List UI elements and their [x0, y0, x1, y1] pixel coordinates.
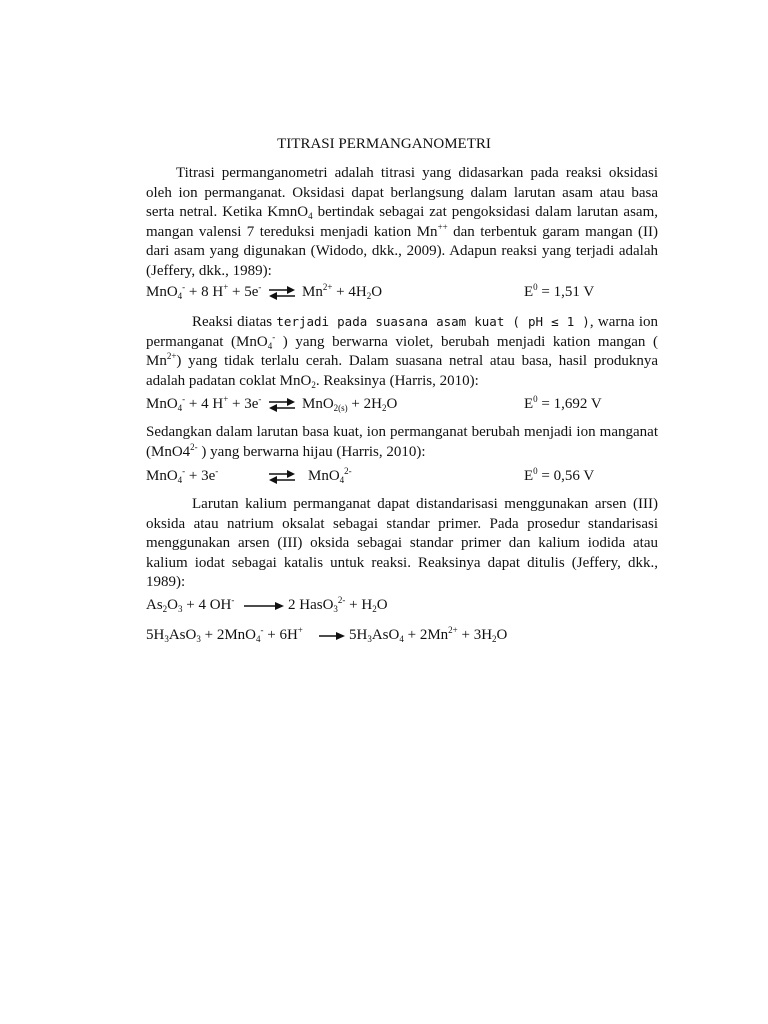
reaction-equation-2	[146, 396, 666, 416]
paragraph-text: dan terbentuk garam mangan (II) dari asam yang digunakan (Widodo, dkk., 2009). Adapun reaksi yang terjadi adalah (Jeffery, dkk., 1989):	[146, 223, 659, 279]
reaction-products: 2 HasO$_3^{2-}$ + $H_2O$	[288, 595, 388, 614]
reaction-equation-4	[146, 597, 666, 617]
paragraph-text: bertindak sebagai zat pengoksidasi dalam larutan asam, mangan valensi 7 tereduksi menjadi kation Mn	[146, 204, 658, 240]
standard-potential: $E^0 = 1,692$ V	[524, 394, 602, 412]
paragraph-text: Titrasi permanganometri adalah titrasi yang didasarkan pada reaksi oksidasi oleh ion permanganat. Oksidasi dapat berlangsung dalam larutan asam atau basa serta netral. Ketika KmnO	[146, 165, 658, 220]
reaction-reactants: MnO$_4$- + 8 H+ + 5e-	[146, 282, 262, 301]
reaction-products: MnO$_4^{2-}$	[308, 466, 352, 485]
reaction-equation-1	[146, 284, 666, 304]
paragraph-standardization: Larutan kalium permanganat dapat distandarisasi menggunakan arsen (III) oksida atau natrium oksalat sebagai standar primer. Pada prosedur standarisasi menggunakan arsen (III) oksida sebagai standar primer dan kalium iodida atau kalium iodat sebagai katalis untuk reaksi. Reaksinya dapat ditulis (Jeffery, dkk., 1989):	[146, 496, 658, 590]
reaction-reactants: MnO$_4$- + 4 H+ + 3e-	[146, 394, 262, 413]
standard-potential: $E^0 = 0,56$ V	[524, 466, 595, 484]
reaction-reactants: $As_2O_3 + 4$ OH-	[146, 595, 235, 614]
equilibrium-arrow-icon	[268, 286, 296, 300]
paragraph-intro: Titrasi permanganometri adalah titrasi yang didasarkan pada reaksi oksidasi oleh ion permanganat. Oksidasi dapat berlangsung dalam larutan asam atau basa serta netral. Ketika KmnO$_4$ bertindak sebagai zat pengoksidasi dalam larutan asam, mangan valensi 7 tereduksi menjadi kation Mn++ dan terbentuk garam mangan (II) dari asam yang digunakan (Widodo, dkk., 2009). Adapun reaksi yang terjadi adalah (Jeffery, dkk., 1989):	[146, 165, 659, 279]
reaction-arrow-icon	[244, 601, 284, 611]
reaction-products: $MnO_{2(s)} + 2H_2O$	[302, 396, 398, 413]
reaction-products: $5H_3AsO_4 + 2Mn^{2+} + 3H_2O$	[349, 625, 508, 644]
reaction-arrow-icon	[319, 631, 345, 641]
paragraph-base-reaction: Sedangkan dalam larutan basa kuat, ion permanganat berubah menjadi ion manganat ($MnO4^{2-}$ ) yang berwarna hijau (Harris, 2010):	[146, 424, 658, 460]
standard-potential: $E^0 = 1,51$ V	[524, 282, 595, 300]
equilibrium-arrow-icon	[268, 398, 296, 412]
page-title: TITRASI PERMANGANOMETRI	[277, 136, 491, 152]
reaction-equation-5	[146, 627, 666, 647]
equilibrium-arrow-icon	[268, 470, 296, 484]
reaction-products: $Mn^{2+} + 4H_2O$	[302, 282, 383, 301]
reaction-reactants: MnO$_4$- + 3e-	[146, 466, 219, 485]
paragraph-acid-reaction: Reaksi diatas terjadi pada suasana asam kuat ( pH ≤ 1 ), warna ion permanganat (MnO$_4$- ) yang berwarna violet, berubah menjadi kation mangan ( $Mn^{2+}$) yang tidak terlalu cerah. Dalam suasana netral atau basa, hasil produknya adalah padatan coklat MnO$_2$. Reaksinya (Harris, 2010):	[146, 314, 658, 390]
reaction-equation-3	[146, 468, 666, 488]
reaction-reactants: $5H_3AsO_3 + 2MnO_4^- + 6H^+$	[146, 625, 303, 644]
